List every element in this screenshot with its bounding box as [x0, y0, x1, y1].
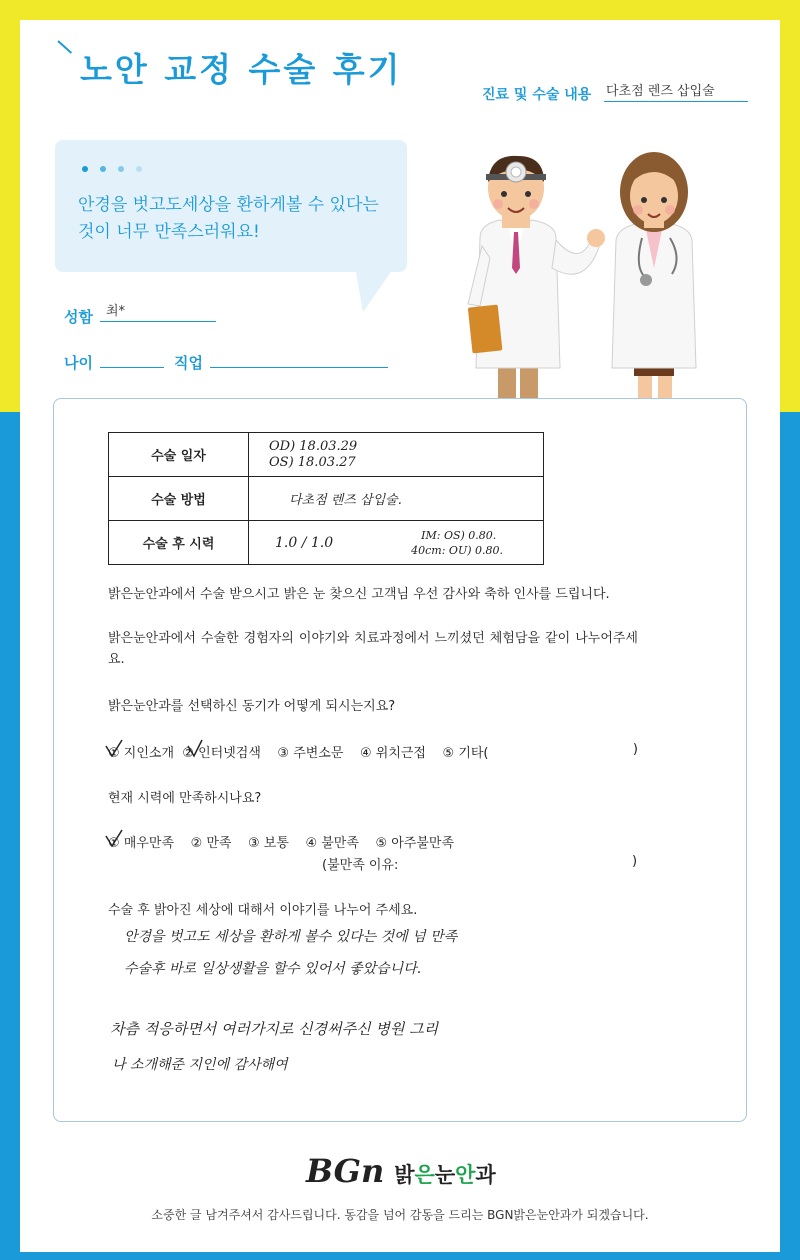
age-label: 나이: [64, 354, 93, 372]
table-row: [109, 521, 544, 565]
q1-option-4[interactable]: ④ 위치근접: [359, 746, 426, 761]
post-vision-label: 수술 후 시력: [109, 521, 249, 565]
post-vision-value: 1.0 / 1.0: [275, 534, 334, 551]
q2-close-paren: ): [632, 854, 638, 869]
surgery-date-od: OD) 18.03.29: [269, 438, 358, 454]
bgn-logo: [306, 1152, 496, 1190]
intro-paragraph-1: 밝은눈안과에서 수술 받으시고 밝은 눈 찾으신 고객님 우선 감사와 축하 인사를 드립니다.: [108, 587, 610, 602]
answer-line-4: 나 소개해준 지인에 감사해여: [112, 1057, 288, 1073]
job-label: 직업: [174, 354, 203, 372]
doctors-illustration: [420, 128, 720, 400]
job-line: [210, 367, 388, 368]
logo-char: 안: [455, 1163, 476, 1187]
logo-name: [394, 1159, 495, 1189]
q1-close-paren: ): [632, 742, 638, 757]
q2-option-3[interactable]: ③ 보통: [248, 836, 289, 851]
q2-option-2[interactable]: ② 만족: [190, 836, 232, 851]
q2-reason-label: (불만족 이유:: [322, 858, 399, 873]
checkmark-icon: [106, 830, 122, 846]
quote-bubble-tail: [355, 266, 395, 312]
question-2-options: [108, 832, 454, 851]
dot-icon: [136, 166, 142, 172]
surgery-date-label: 수술 일자: [109, 433, 249, 477]
quote-text: 안경을 벗고도세상을 환하게볼 수 있다는 것이 너무 만족스러워요!: [78, 195, 379, 242]
age-line: [100, 367, 164, 368]
male-doctor-figure: [468, 156, 605, 400]
vision-note-im: IM: OS) 0.80.: [421, 528, 497, 542]
surgery-info-table: [108, 432, 544, 565]
surgery-method-value: 다초점 렌즈 삽입술.: [289, 493, 402, 508]
q2-checkmark: [104, 828, 126, 850]
intro-paragraph-2: 밝은눈안과에서 수술한 경험자의 이야기와 치료과정에서 느끼셨던 체험담을 같이 나누어주세요.: [108, 631, 638, 667]
question-2: 현재 시력에 만족하시나요?: [108, 791, 262, 806]
logo-char: 은: [414, 1163, 435, 1187]
checkmark-icon: [106, 740, 122, 756]
q1-option-3[interactable]: ③ 주변소문: [277, 746, 344, 761]
vision-note-40cm: 40cm: OU) 0.80.: [411, 543, 503, 557]
surgery-method-cell: [249, 477, 544, 521]
surgery-date-os: OS) 18.03.27: [269, 454, 356, 470]
surgery-date-cell: [249, 433, 544, 477]
question-3: 수술 후 밝아진 세상에 대해서 이야기를 나누어 주세요.: [108, 903, 418, 918]
q1-option-5[interactable]: ⑤ 기타(: [442, 746, 489, 761]
logo-char: 과: [475, 1163, 496, 1187]
dot-icon: [118, 166, 124, 172]
logo-char: 눈: [434, 1163, 456, 1187]
q1-checkmarks: [104, 738, 204, 760]
treatment-label: 진료 및 수술 내용: [482, 87, 592, 103]
q2-option-1[interactable]: ① 매우만족: [108, 836, 175, 851]
dot-icon: [82, 166, 88, 172]
table-row: [109, 433, 544, 477]
table-row: [109, 477, 544, 521]
checkmark-icon: [188, 740, 202, 756]
answer-line-1: 안경을 벗고도 세상을 환하게 볼수 있다는 것에 넘 만족: [124, 929, 458, 945]
quote-dots: [82, 166, 142, 172]
name-line: [100, 321, 216, 322]
treatment-value: 다초점 렌즈 삽입술: [604, 80, 748, 102]
answer-line-2: 수술후 바로 일상생활을 할수 있어서 좋았습니다.: [124, 961, 422, 977]
surgery-method-label: 수술 방법: [109, 477, 249, 521]
logo-char: 밝: [394, 1163, 415, 1187]
q1-option-1[interactable]: ① 지인소개: [108, 746, 175, 761]
q2-option-5[interactable]: ⑤ 아주불만족: [375, 836, 455, 851]
page-title: 노안 교정 수술 후기: [80, 50, 403, 89]
name-label: 성함: [64, 308, 93, 326]
female-doctor-figure: [612, 152, 696, 400]
footer-message: 소중한 글 남겨주셔서 감사드립니다. 동감을 넘어 감동을 드리는 BGN밝은눈안과가 되겠습니다.: [151, 1208, 649, 1222]
q1-option-2[interactable]: ② 인터넷검색: [182, 746, 261, 761]
q2-option-4[interactable]: ④ 불만족: [305, 836, 359, 851]
name-value: 최*: [106, 304, 126, 319]
dot-icon: [100, 166, 106, 172]
logo-mark: BGn: [306, 1152, 385, 1190]
post-vision-cell: [249, 521, 544, 565]
question-1: 밝은눈안과를 선택하신 동기가 어떻게 되시는지요?: [108, 699, 396, 714]
answer-line-3: 차츰 적응하면서 여러가지로 신경써주신 병원 그리: [110, 1020, 439, 1038]
